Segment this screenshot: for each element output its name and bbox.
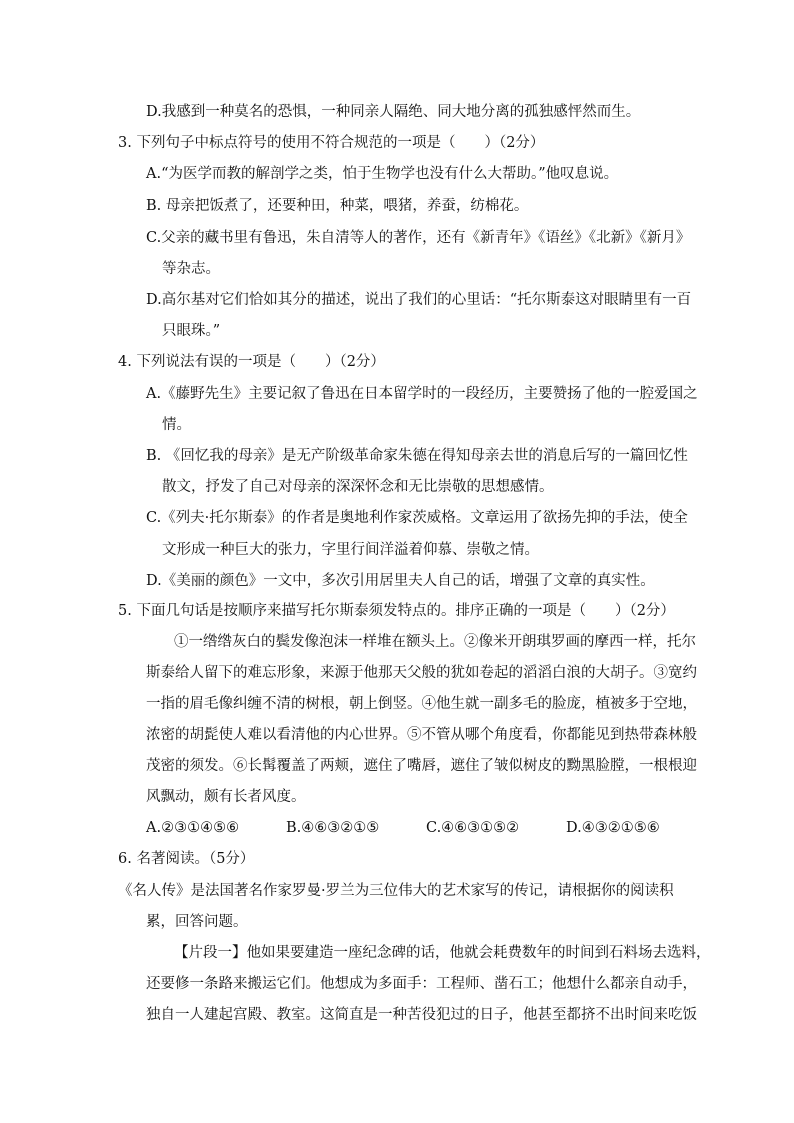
q4-option-d: D.《美丽的颜色》一文中，多次引用居里夫人自己的话，增强了文章的真实性。 (146, 573, 655, 589)
question-5-stem: 5. 下面几句话是按顺序来描写托尔斯泰须发特点的。排序正确的一项是（ ）（2分） (118, 603, 675, 619)
q6-excerpt-line: 【片段一】他如果要建造一座纪念碑的话，他就会耗费数年的时间到石料场去选料， (174, 945, 711, 961)
q4-option-b-cont: 散文，抒发了自己对母亲的深深怀念和无比崇敬的思想感情。 (162, 479, 554, 495)
q5-options (146, 818, 686, 838)
q5-option-c: C.④⑥③①⑤② (426, 820, 520, 836)
question-3-stem: 3. 下列句子中标点符号的使用不符合规范的一项是（ ）（2分） (118, 135, 545, 151)
q6-excerpt-line: 独自一人建起宫殿、教室。这简直是一种苦役犯过的日子，他甚至都挤不出时间来吃饭 (146, 1007, 697, 1023)
q5-passage-line: 风飘动，颇有长者风度。 (146, 789, 306, 805)
q6-intro: 《名人传》是法国著名作家罗曼·罗兰为三位伟大的艺术家写的传记，请根据你的阅读积 (118, 883, 674, 899)
q2-option-d: D.我感到一种莫名的恐惧，一种同亲人隔绝、同大地分离的孤独感怦然而生。 (146, 104, 641, 120)
q5-passage-line: 茂密的须发。⑥长髯覆盖了两颊，遮住了嘴唇，遮住了皱似树皮的黝黑脸膛，一根根迎 (146, 758, 697, 774)
q4-option-c: C.《列夫·托尔斯泰》的作者是奥地利作家茨威格。文章运用了欲扬先抑的手法，使全 (146, 510, 688, 526)
q5-passage-line: 斯泰给人留下的难忘形象，来源于他那天父般的犹如卷起的滔滔白浪的大胡子。③宽约 (146, 665, 697, 681)
q6-intro-cont: 累，回答问题。 (146, 914, 248, 930)
q4-option-a-cont: 情。 (162, 417, 191, 433)
q3-option-c: C.父亲的藏书里有鲁迅，朱自清等人的著作，还有《新青年》《语丝》《北新》《新月》 (146, 230, 691, 246)
q4-option-c-cont: 文形成一种巨大的张力，字里行间洋溢着仰慕、崇敬之情。 (162, 542, 539, 558)
q5-passage-line: ①一绺绺灰白的鬓发像泡沫一样堆在额头上。②像米开朗琪罗画的摩西一样，托尔 (174, 634, 696, 650)
q5-option-b: B.④⑥③②①⑤ (286, 820, 380, 836)
q3-option-d: D.高尔基对它们恰如其分的描述，说出了我们的心里话：“托尔斯泰这对眼睛里有一百 (146, 292, 692, 308)
question-4-stem: 4. 下列说法有误的一项是（ ）（2分） (118, 354, 385, 370)
q4-option-a: A.《藤野先生》主要记叙了鲁迅在日本留学时的一段经历，主要赞扬了他的一腔爱国之 (146, 386, 698, 402)
q3-option-c-cont: 等杂志。 (162, 261, 220, 277)
q3-option-d-cont: 只眼珠。” (162, 323, 221, 339)
q5-passage-line: 一指的眉毛像纠缠不清的树根，朝上倒竖。④他生就一副多毛的脸庞，植被多于空地， (146, 696, 697, 712)
q3-option-b: B. 母亲把饭煮了，还要种田，种菜，喂猪，养蚕，纺棉花。 (146, 198, 529, 214)
q5-option-d: D.④③②①⑤⑥ (566, 820, 660, 836)
q4-option-b: B. 《回忆我的母亲》是无产阶级革命家朱德在得知母亲去世的消息后写的一篇回忆性 (146, 448, 688, 464)
q5-option-a: A.②③①④⑤⑥ (146, 820, 240, 836)
question-6-stem: 6. 名著阅读。（5分） (118, 851, 255, 867)
q3-option-a: A.“为医学而教的解剖学之类，怕于生物学也没有什么大帮助。”他叹息说。 (146, 166, 619, 182)
q6-excerpt-line: 还要修一条路来搬运它们。他想成为多面手：工程师、凿石工；他想什么都亲自动手， (146, 976, 697, 992)
q5-passage-line: 浓密的胡髭使人难以看清他的内心世界。⑤不管从哪个角度看，你都能见到热带森林般 (146, 727, 697, 743)
